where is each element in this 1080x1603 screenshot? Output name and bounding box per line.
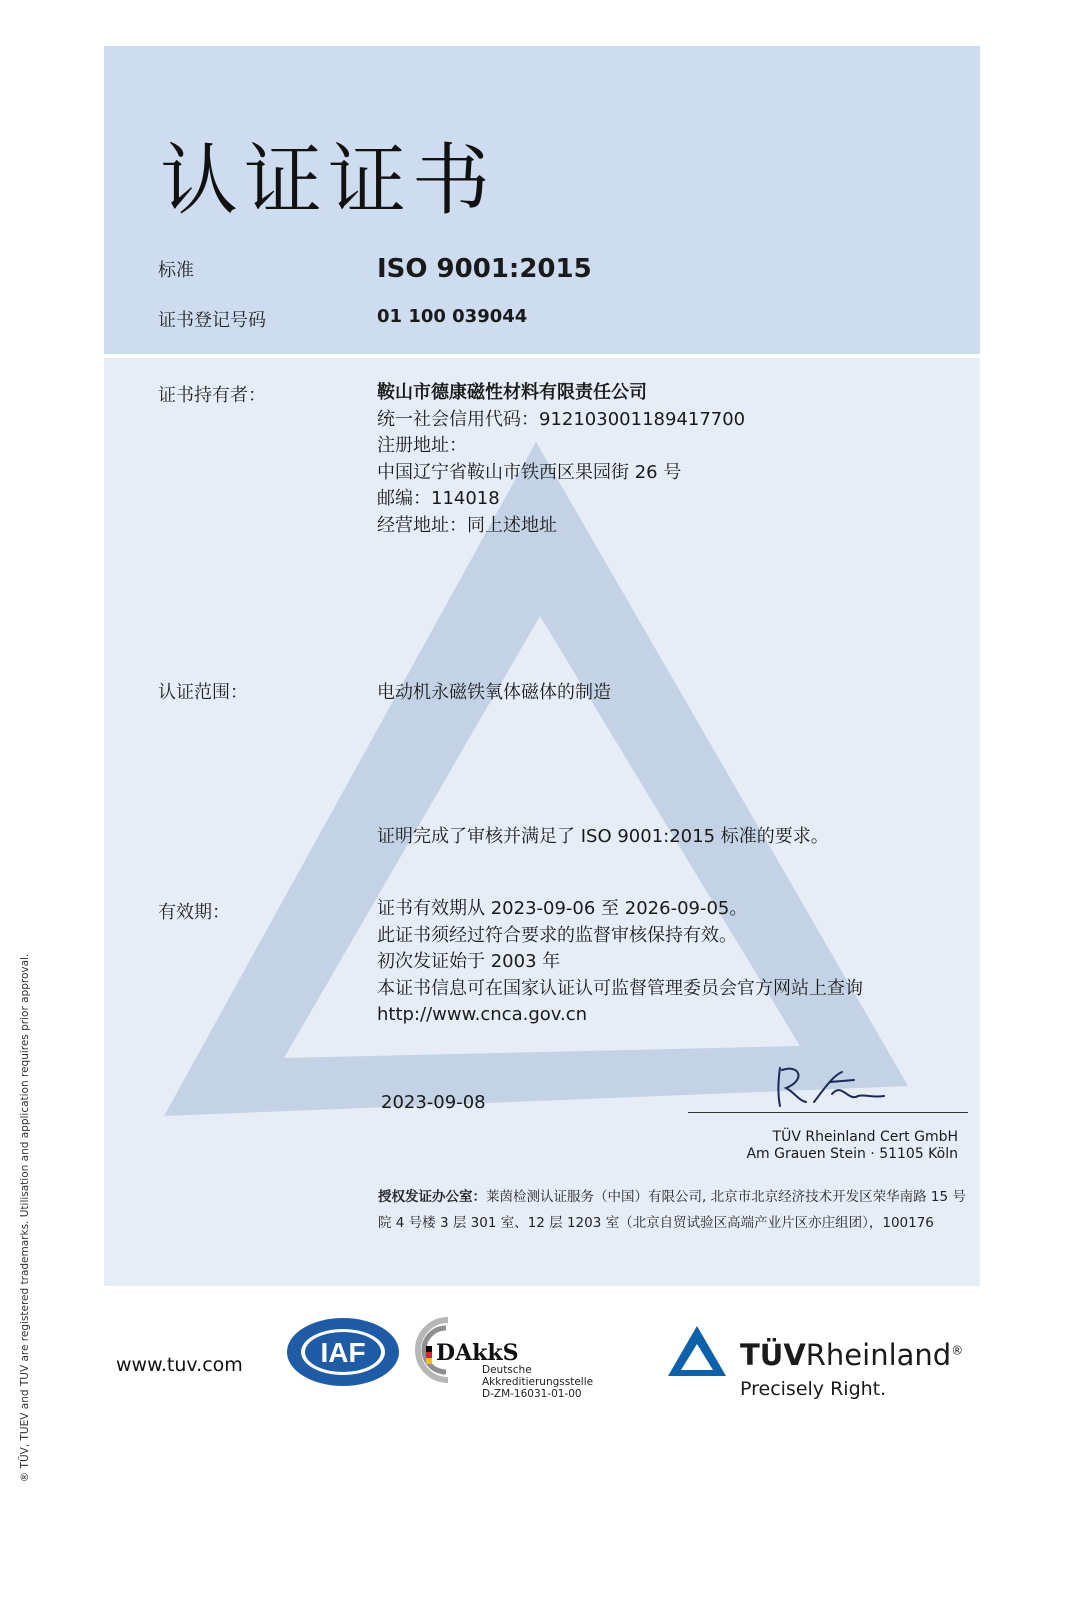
scope-value: 电动机永磁铁氧体磁体的制造 bbox=[377, 682, 611, 703]
standard-value: ISO 9001:2015 bbox=[377, 254, 592, 284]
issuing-office bbox=[378, 1184, 970, 1236]
office-text: 莱茵检测认证服务（中国）有限公司, 北京市北京经济技术开发区荣华南路 15 号院 4 号楼 3 层 301 室、12 层 1203 室（北京自贸试验区高端产业片区亦庄组团），100176 bbox=[378, 1189, 966, 1231]
validity-line: 证书有效期从 2023-09-06 至 2026-09-05。 bbox=[377, 898, 748, 919]
tuv-brand bbox=[740, 1338, 963, 1372]
registration-value: 01 100 039044 bbox=[377, 306, 528, 327]
holder-line: 中国辽宁省鞍山市铁西区果园街 26 号 bbox=[377, 461, 682, 483]
signature bbox=[772, 1062, 892, 1112]
dakks-line: D-ZM-16031-01-00 bbox=[482, 1388, 582, 1400]
tuv-tagline: Precisely Right. bbox=[740, 1378, 887, 1400]
tuv-brand-bold: TÜV bbox=[740, 1338, 806, 1372]
validity-line: 本证书信息可在国家认证认可监督管理委员会官方网站上查询 bbox=[377, 977, 863, 999]
trademark-side-note: ® TÜV, TUEV and TUV are registered trademarks. Utilisation and application requires prior approval. bbox=[19, 953, 31, 1483]
validity-label: 有效期： bbox=[158, 902, 230, 923]
validity-url: http://www.cnca.gov.cn bbox=[377, 1004, 588, 1025]
dakks-line: Akkreditierungsstelle bbox=[482, 1376, 594, 1388]
certificate-title: 认证证书 bbox=[160, 136, 497, 226]
validity-line: 此证书须经过符合要求的监督审核保持有效。 bbox=[377, 924, 737, 946]
website-link[interactable]: www.tuv.com bbox=[116, 1354, 243, 1376]
dakks-name: DAkkS bbox=[436, 1340, 519, 1366]
dakks-text bbox=[482, 1364, 593, 1400]
dakks-line: Deutsche bbox=[482, 1364, 532, 1376]
holder-line: 注册地址： bbox=[377, 435, 467, 456]
scope-label: 认证范围： bbox=[158, 682, 248, 703]
holder-line: 经营地址：同上述地址 bbox=[377, 514, 557, 536]
signature-line bbox=[688, 1112, 968, 1113]
holder-block bbox=[377, 380, 745, 539]
iaf-logo bbox=[284, 1316, 402, 1388]
holder-line: 邮编：114018 bbox=[377, 488, 500, 509]
tuv-registered-mark: ® bbox=[951, 1343, 964, 1358]
holder-label: 证书持有者： bbox=[158, 385, 266, 406]
standard-label: 标准 bbox=[158, 260, 194, 281]
certificate bbox=[104, 46, 980, 1286]
iaf-text: IAF bbox=[320, 1337, 366, 1368]
tuv-triangle-logo bbox=[666, 1324, 728, 1378]
validity-block bbox=[377, 896, 863, 1029]
tuv-brand-rest: Rheinland bbox=[805, 1338, 952, 1372]
holder-line: 统一社会信用代码：912103001189417700 bbox=[377, 408, 746, 430]
conformity-statement: 证明完成了审核并满足了 ISO 9001:2015 标准的要求。 bbox=[377, 826, 829, 847]
issue-date: 2023-09-08 bbox=[381, 1092, 486, 1113]
registration-label: 证书登记号码 bbox=[158, 310, 266, 331]
office-label: 授权发证办公室： bbox=[378, 1189, 486, 1205]
holder-name: 鞍山市德康磁性材料有限责任公司 bbox=[377, 382, 647, 403]
issuer-address: Am Grauen Stein · 51105 Köln bbox=[746, 1146, 958, 1162]
issuer-name: TÜV Rheinland Cert GmbH bbox=[772, 1129, 958, 1145]
validity-line: 初次发证始于 2003 年 bbox=[377, 951, 561, 972]
